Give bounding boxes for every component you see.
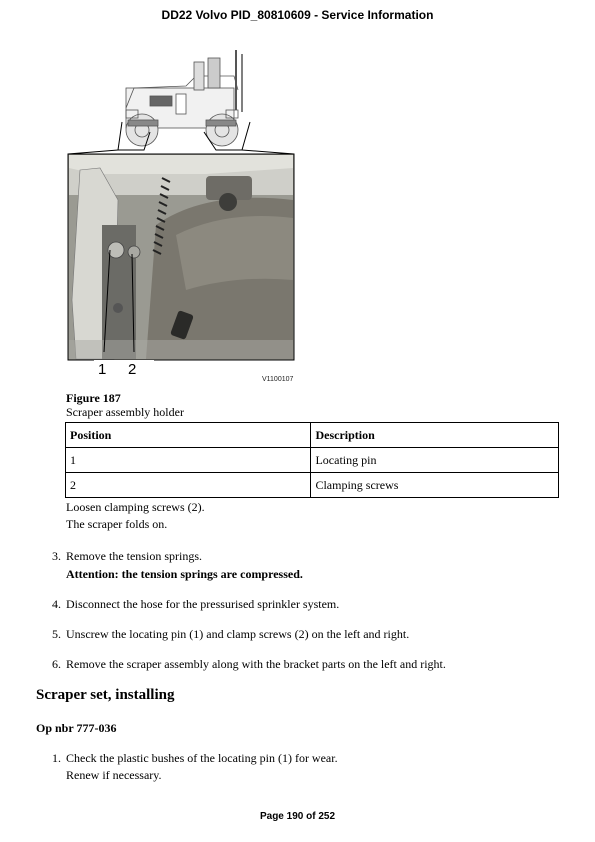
table-row <box>66 448 559 473</box>
step-text: Unscrew the locating pin (1) and clamp screws (2) on the left and right. <box>66 627 410 641</box>
renew-text: Renew if necessary. <box>66 768 162 782</box>
step-number: 4. <box>52 597 61 611</box>
step-text: Remove the scraper assembly along with the bracket parts on the left and right. <box>66 657 446 671</box>
step-text: Check the plastic bushes of the locating pin (1) for wear. <box>66 751 338 765</box>
table-header-description: Description <box>311 423 559 448</box>
page-header: DD22 Volvo PID_80810609 - Service Information <box>161 8 434 22</box>
step-text: Disconnect the hose for the pressurised sprinkler system. <box>66 597 340 611</box>
position-table <box>65 422 559 498</box>
loosen-text: Loosen clamping screws (2). <box>66 500 205 514</box>
section-heading: Scraper set, installing <box>36 687 175 703</box>
page-number: Page 190 of 252 <box>259 811 336 822</box>
step-4 <box>52 597 339 612</box>
step-number: 5. <box>52 627 61 641</box>
callout-2: 2 <box>128 361 137 378</box>
table-row <box>66 473 559 498</box>
step-number: 3. <box>52 549 61 563</box>
step-5 <box>52 627 409 642</box>
step-number: 6. <box>52 657 61 671</box>
step-number: 1. <box>52 751 61 765</box>
table-cell: Clamping screws <box>311 473 559 498</box>
figure-caption: Scraper assembly holder <box>66 405 184 419</box>
install-step-1 <box>52 751 338 766</box>
figure-title: Figure 187 <box>66 391 121 405</box>
scraper-holder-figure <box>66 50 298 390</box>
roller-machine-drawing <box>126 50 242 146</box>
step-3 <box>52 549 202 564</box>
callout-1: 1 <box>98 361 107 378</box>
folds-text: The scraper folds on. <box>66 517 168 531</box>
step-text: Remove the tension springs. <box>66 549 202 563</box>
attention-note: Attention: the tension springs are compressed. <box>66 567 303 581</box>
table-header-row <box>66 423 559 448</box>
step-6 <box>52 657 446 672</box>
op-number: Op nbr 777-036 <box>36 721 117 735</box>
detail-photo <box>68 154 294 360</box>
table-cell: 1 <box>66 448 311 473</box>
figure-image-id: V1100107 <box>262 376 294 383</box>
table-cell: 2 <box>66 473 311 498</box>
table-header-position: Position <box>66 423 311 448</box>
table-cell: Locating pin <box>311 448 559 473</box>
